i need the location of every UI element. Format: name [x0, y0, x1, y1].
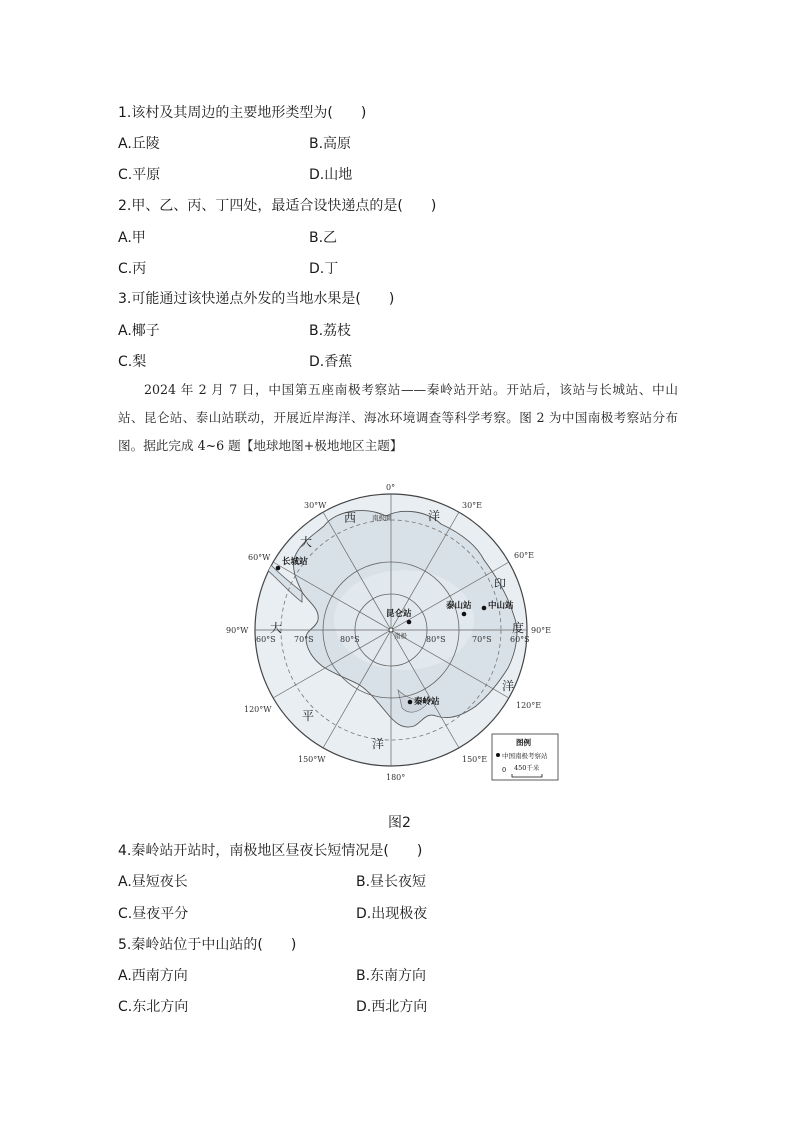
- lat-label-80s-left: 80°S: [340, 635, 360, 644]
- question-4-stem: 4.秦岭站开站时，南极地区昼夜长短情况是( ): [118, 843, 423, 859]
- ocean-char-yang-2: 洋: [502, 679, 515, 693]
- station-marker-taishan: [462, 612, 467, 617]
- lon-label-180: 180°: [386, 773, 406, 782]
- station-marker-qinling: [408, 700, 413, 705]
- ocean-char-da-2: 大: [270, 621, 283, 635]
- question-1-option-b: B.高原: [309, 136, 352, 152]
- lon-label-120w: 120°W: [244, 705, 272, 714]
- map-legend: [492, 734, 558, 780]
- ocean-char-xi: 西: [344, 511, 357, 525]
- lat-label-60s-left: 60°S: [256, 635, 276, 644]
- lon-label-120e: 120°E: [516, 701, 542, 710]
- station-label-kunlun: 昆仑站: [386, 609, 412, 619]
- question-5-option-b: B.东南方向: [356, 968, 427, 984]
- ocean-char-yang-3: 洋: [372, 737, 385, 751]
- lon-label-150w: 150°W: [298, 755, 326, 764]
- pole-label: 南极: [394, 632, 407, 640]
- lon-label-90w: 90°W: [226, 626, 249, 635]
- map-svg: [226, 480, 560, 790]
- question-3-stem: 3.可能通过该快递点外发的当地水果是( ): [118, 291, 395, 307]
- question-3-option-d: D.香蕉: [309, 354, 353, 370]
- legend-scale-value: 450千米: [514, 764, 540, 772]
- question-5-option-d: D.西北方向: [356, 999, 428, 1015]
- lon-label-60e: 60°E: [514, 551, 535, 560]
- legend-station-icon: [496, 753, 500, 757]
- lat-label-70s-right: 70°S: [472, 635, 492, 644]
- lon-label-0: 0°: [386, 483, 396, 492]
- question-4-option-c: C.昼夜平分: [118, 906, 189, 922]
- lon-label-30e: 30°E: [462, 501, 483, 510]
- antarctica-station-map: [226, 480, 560, 790]
- question-1-option-d: D.山地: [309, 167, 353, 183]
- station-marker-changcheng: [276, 566, 281, 571]
- passage-text: 2024 年 2 月 7 日，中国第五座南极考察站——秦岭站开站。开站后，该站与长城站、中山站、昆仑站、泰山站联动，开展近岸海洋、海冰环境调查等科学考察。图 2 为中国南极考察站分布图。据此完成 4~6 题【地球地图+极地地区主题】: [118, 382, 678, 453]
- south-pole-marker: [389, 628, 393, 632]
- legend-scale-zero: 0: [502, 766, 507, 774]
- question-3-option-c: C.梨: [118, 354, 147, 370]
- antarctic-circle-label: 南极圈: [372, 514, 392, 522]
- lon-label-150e: 150°E: [462, 755, 488, 764]
- question-1-option-a: A.丘陵: [118, 136, 160, 152]
- legend-station-label: 中国南极考察站: [502, 752, 548, 760]
- question-2-option-c: C.丙: [118, 261, 147, 277]
- station-label-changcheng: 长城站: [282, 557, 308, 567]
- ocean-char-du: 度: [512, 621, 525, 635]
- station-label-qinling: 秦岭站: [414, 697, 440, 707]
- ocean-char-ping: 平: [302, 709, 315, 723]
- question-4-option-d: D.出现极夜: [356, 906, 428, 922]
- ice-sheet-shading: [334, 570, 474, 670]
- question-4-option-a: A.昼短夜长: [118, 874, 188, 890]
- question-5-option-c: C.东北方向: [118, 999, 189, 1015]
- legend-title: 图例: [516, 738, 531, 747]
- station-label-zhongshan: 中山站: [488, 601, 514, 611]
- question-2-option-b: B.乙: [309, 230, 338, 246]
- lon-label-60w: 60°W: [248, 553, 271, 562]
- question-2-stem: 2.甲、乙、丙、丁四处，最适合设快递点的是( ): [118, 198, 437, 214]
- lat-label-70s-left: 70°S: [294, 635, 314, 644]
- ocean-char-yang-1: 洋: [428, 509, 441, 523]
- lat-label-60s-right: 60°S: [510, 635, 530, 644]
- station-marker-kunlun: [407, 620, 412, 625]
- question-1-stem: 1.该村及其周边的主要地形类型为( ): [118, 105, 367, 121]
- question-5-stem: 5.秦岭站位于中山站的( ): [118, 937, 297, 953]
- question-4-option-b: B.昼长夜短: [356, 874, 427, 890]
- question-5-option-a: A.西南方向: [118, 968, 188, 984]
- question-3-option-b: B.荔枝: [309, 323, 352, 339]
- station-label-taishan: 泰山站: [446, 601, 472, 611]
- lon-label-90e: 90°E: [531, 626, 552, 635]
- question-2-option-d: D.丁: [309, 261, 339, 277]
- question-2-option-a: A.甲: [118, 230, 146, 246]
- lat-label-80s-right: 80°S: [426, 635, 446, 644]
- station-marker-zhongshan: [482, 606, 487, 611]
- figure-caption: 图2: [388, 815, 411, 831]
- lon-label-30w: 30°W: [304, 501, 327, 510]
- question-3-option-a: A.椰子: [118, 323, 160, 339]
- ocean-char-yin: 印: [494, 577, 507, 591]
- ocean-char-da-1: 大: [300, 535, 313, 549]
- question-1-option-c: C.平原: [118, 167, 161, 183]
